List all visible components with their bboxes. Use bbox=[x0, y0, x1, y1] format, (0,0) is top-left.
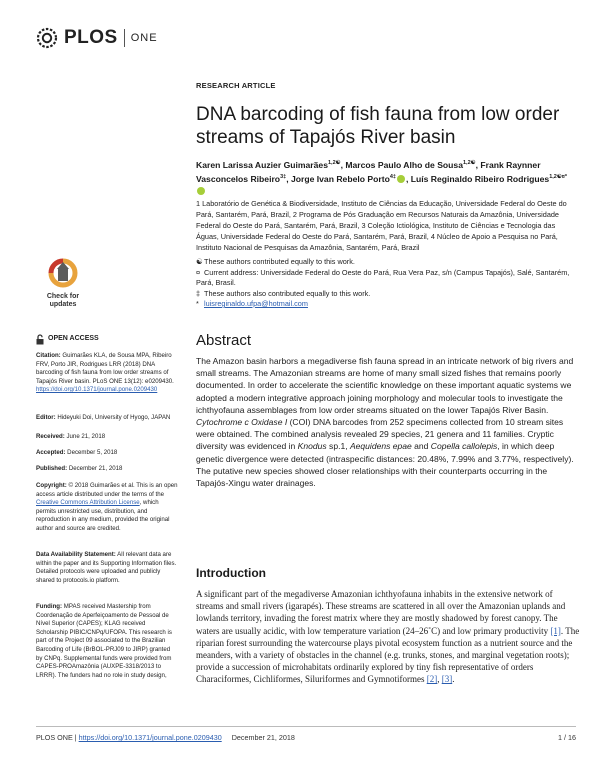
journal-name: ONE bbox=[130, 32, 158, 44]
editor bbox=[36, 414, 178, 423]
open-access-text: OPEN ACCESS bbox=[48, 335, 99, 343]
brand-name: PLOS bbox=[64, 27, 118, 48]
italic-term: Cytochrome c Oxidase I bbox=[196, 417, 288, 428]
check-updates-label-1: Check for bbox=[46, 293, 80, 300]
article-title: DNA barcoding of fish fauna from low order streams of Tapajós River basin bbox=[196, 104, 560, 148]
introduction-heading: Introduction bbox=[196, 566, 266, 580]
license-link[interactable]: Creative Commons Attribution License bbox=[36, 499, 140, 507]
published-date bbox=[36, 465, 178, 474]
author-name: Marcos Paulo Alho de Sousa bbox=[345, 159, 463, 170]
footer-rule bbox=[36, 726, 576, 727]
italic-term: Copella callolepis bbox=[430, 441, 498, 452]
author-note bbox=[196, 257, 576, 268]
note-text: These authors contributed equally to this work. bbox=[204, 257, 355, 266]
text-run: . The riparian forest surrounding the watercourse plays pivotal ecosystem function as a nutrient source and the meanders, with a variety of obstacles in the channel (e.g. trunks, stones, and marginal vegetation roots); provide a succession of microhabitats ordinarily explored by tiny fish representative of orders Characiformes, Cichliformes, Siluriformes and Gymnotiformes bbox=[196, 625, 580, 685]
copyright-text-post: , which permits unrestricted use, distribution, and reproduction in any medium, provided the original author and source are credited. bbox=[36, 499, 170, 532]
logo-divider bbox=[124, 29, 125, 47]
page-number: 1 / 16 bbox=[558, 733, 576, 742]
note-mark: * bbox=[196, 299, 199, 308]
abstract-heading: Abstract bbox=[196, 332, 252, 349]
author-name: Luís Reginaldo Ribeiro Rodrigues bbox=[410, 173, 550, 184]
check-for-updates-badge[interactable] bbox=[38, 258, 88, 312]
reference-link[interactable]: [1] bbox=[550, 625, 561, 636]
text-run: A significant part of the megadiverse Amazonian ichthyofauna inhabits in the extensive network of streams and small rivers (igarapés). These streams are scattered in all over the Amazonian uplands and lowlands territory, invading the forest matrix where they are mostly shadowed by forest canopy. The waters are usually acidic, with low temperature variation (24–26˚C) and low primary productivity bbox=[196, 589, 566, 636]
note-text: Current address: Universidade Federal do Oeste do Pará, Rua Vera Paz, s/n (Campus Tapajós), Salé, Santarém, Pará, Brasil. bbox=[196, 267, 570, 287]
funding bbox=[36, 603, 178, 680]
text-run: The Amazon basin harbors a megadiverse fish fauna spread in an intricate network of big rivers and small streams. The Amazonian streams are home of many small sized fishes that remains poorly documented. In order to accelerate the scientific knowledge on these important aquatic systems we adopted a modern integrative approach joining morphology and molecular tools to investigate the ichthyofauna assemblages from low order streams situated on the lower Tapajós River Basin. bbox=[196, 356, 574, 415]
check-updates-icon bbox=[38, 258, 88, 288]
copyright-text-pre: © 2018 Guimarães et al. This is an open access article distributed under the terms of the bbox=[36, 482, 178, 498]
copyright bbox=[36, 482, 178, 534]
author-name: Jorge Ivan Rebelo Porto bbox=[290, 173, 390, 184]
accepted-text: December 5, 2018 bbox=[65, 449, 118, 456]
editor-label: Editor: bbox=[36, 414, 56, 421]
reference-link[interactable]: [3] bbox=[441, 674, 453, 685]
text-run: (COI) DNA barcodes from 252 specimens collected from 10 stream sites were obtained. The combined analysis revealed 29 species, 21 genera and 11 families. Cryptic diversity was evidenced in bbox=[196, 417, 564, 452]
data-availability-label: Data Availability Statement: bbox=[36, 551, 116, 558]
author-notes bbox=[196, 257, 576, 310]
abstract-text bbox=[196, 355, 580, 489]
editor-text: Hideyuki Doi, University of Hyogo, JAPAN bbox=[55, 414, 171, 421]
footer-date: December 21, 2018 bbox=[231, 733, 295, 742]
funding-text: MPAS received Mastership from Coordenação de Aperfeiçoamento de Pessoal de Nível Superior (CAPES); KLAG received Scholarship PIBIC/CNPq/UFOPA. This research is part of the Project 09 associated to the Brazilian Barcoding of Life (BrBOL-PRJ09 to JIRP) granted by CNPq. Supplemental funds were provided from CAPES-PROAmazônia (AUXPE-3318/2013 to LRRR). The funders had no role in study design, bbox=[36, 603, 172, 679]
copyright-label: Copyright: bbox=[36, 482, 67, 489]
citation-text: Guimarães KLA, de Sousa MPA, Ribeiro FRV, Porto JIR, Rodrigues LRR (2018) DNA barcoding of fish fauna from low order streams of Tapajós River basin. PLoS ONE 13(12): e0209430. bbox=[36, 352, 174, 385]
text-run: , bbox=[437, 674, 442, 685]
accepted-date bbox=[36, 449, 178, 458]
author-list: Karen Larissa Auzier Guimarães$^{1,2☯}$, Marcos Paulo Alho de Sousa$^{1,2☯}$, Frank Raynner Vasconcelos Ribeiro$^{3\ddagger}$, Jorge Ivan Rebelo Porto$^{4\ddagger}$ , Luís Reginaldo Ribeiro Rodrigues$^{1,2☯¤*}$ bbox=[196, 157, 576, 197]
author-affiliation-marker: 3‡ bbox=[280, 173, 287, 180]
author-note bbox=[196, 268, 576, 289]
text-run: sp.1, bbox=[326, 441, 350, 452]
author-affiliation-marker: 4‡ bbox=[389, 173, 396, 180]
note-mark: ☯ bbox=[196, 257, 203, 266]
data-availability-text: All relevant data are within the paper and its Supporting Information files. Detailed protocols were uploaded and publicly shared to protocols.io platform. bbox=[36, 551, 177, 584]
orcid-icon[interactable] bbox=[197, 187, 205, 195]
footer-separator: | bbox=[72, 733, 79, 742]
open-access-label bbox=[36, 334, 178, 345]
text-run: and bbox=[411, 441, 431, 452]
published-label: Published: bbox=[36, 465, 68, 472]
article-type: RESEARCH ARTICLE bbox=[196, 81, 276, 90]
author-affiliation-marker: 1,2☯¤* bbox=[549, 173, 567, 180]
page-footer bbox=[36, 733, 576, 742]
note-text: These authors also contributed equally to this work. bbox=[204, 288, 371, 298]
footer-journal: PLOS ONE bbox=[36, 733, 73, 742]
note-mark: ¤ bbox=[196, 267, 201, 277]
text-run: , in which deep genetic divergence were detected (intraspecific distances: 20.48%, 7.99% and 3.77%, respectively). The putative new species showed closer relationships with their counterparts occurring in the Tapajós-Xingu water drainages. bbox=[196, 441, 574, 489]
affiliations: 1 Laboratório de Genética & Biodiversidade, Instituto de Ciências da Educação, Universidade Federal do Oeste do Pará, Santarém, Pará, Brazil, 2 Programa de Pós Graduação em Recursos Naturais da Amazônia, Universidade Federal do Oeste do Pará, Santarém, Pará, Brazil, 3 Coleção Ictiológica, Instituto de Ciências e Tecnologia das Águas, Universidade Federal do Oeste do Pará, Santarém, Pará, Brazil, 4 Núcleo de Apoio a Pesquisa no Pará, Instituto Nacional de Pesquisas da Amazônia, Santarém, Pará, Brazil bbox=[196, 199, 567, 252]
citation-doi-link[interactable]: https://doi.org/10.1371/journal.pone.0209430 bbox=[36, 386, 158, 394]
footer-doi-link[interactable]: https://doi.org/10.1371/journal.pone.0209430 bbox=[78, 733, 222, 742]
author-affiliation-marker: 1,2☯ bbox=[463, 160, 476, 166]
plos-logo-icon bbox=[34, 25, 60, 51]
funding-label: Funding: bbox=[36, 603, 63, 610]
corresponding-email-link[interactable]: luisreginaldo.ufpa@hotmail.com bbox=[204, 299, 308, 308]
note-mark: ‡ bbox=[196, 288, 201, 298]
italic-term: Knodus bbox=[297, 441, 327, 452]
received-text: June 21, 2018 bbox=[64, 433, 106, 440]
author-note bbox=[196, 289, 576, 300]
introduction-text bbox=[196, 588, 580, 686]
italic-term: Aequidens epae bbox=[349, 441, 412, 452]
plos-one-logo bbox=[34, 24, 158, 52]
author-affiliation-marker: 1,2☯ bbox=[328, 160, 341, 166]
author-name: Karen Larissa Auzier Guimarães bbox=[196, 159, 328, 170]
reference-link[interactable]: [2] bbox=[426, 674, 438, 685]
orcid-icon[interactable] bbox=[397, 175, 405, 183]
accepted-label: Accepted: bbox=[36, 449, 66, 456]
check-updates-label-2: updates bbox=[49, 301, 77, 308]
open-lock-icon bbox=[36, 334, 44, 345]
received-label: Received: bbox=[36, 433, 65, 440]
data-availability bbox=[36, 551, 178, 585]
text-run: . bbox=[452, 674, 455, 685]
citation bbox=[36, 352, 178, 395]
received-date bbox=[36, 433, 178, 442]
citation-label: Citation: bbox=[36, 352, 61, 359]
author-note bbox=[196, 299, 576, 310]
published-text: December 21, 2018 bbox=[67, 465, 123, 472]
author-name: Frank Raynner Vasconcelos Ribeiro bbox=[196, 159, 541, 184]
